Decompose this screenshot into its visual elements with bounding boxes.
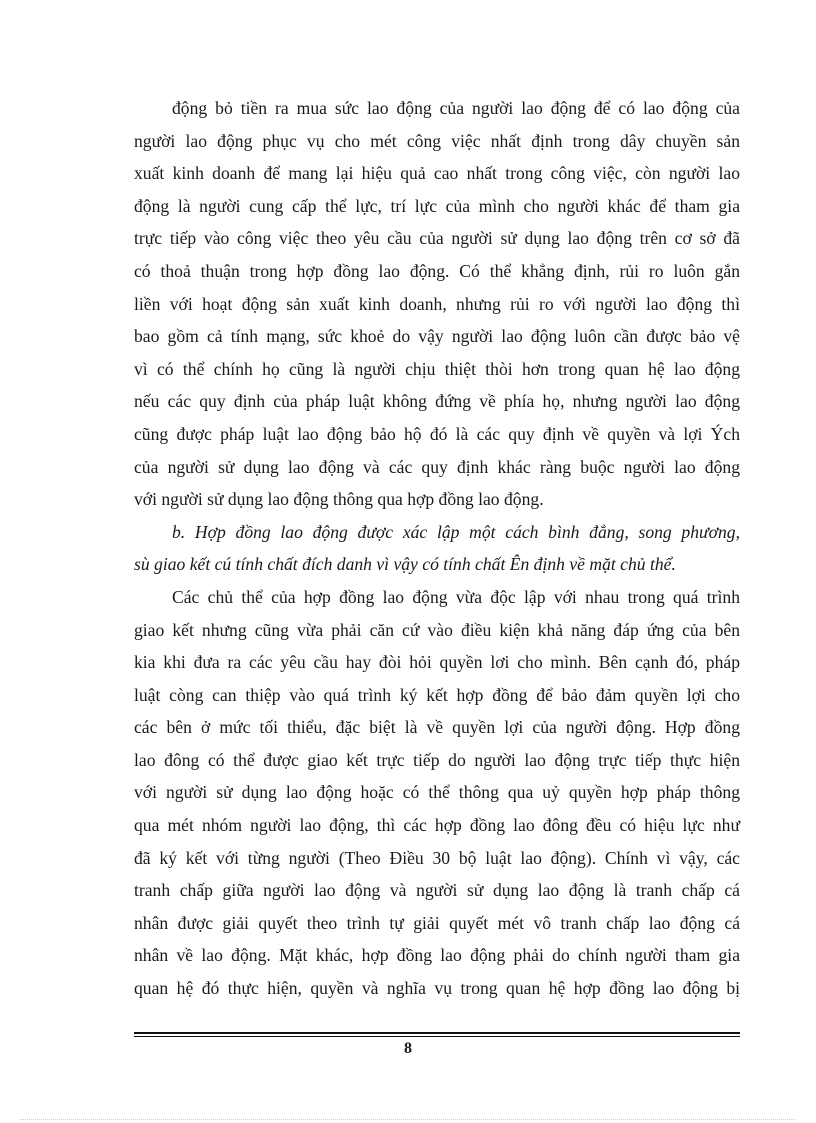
section-heading-line: sù giao kết cú tính chất đích danh vì vậy có tính chất Ên định về mặt chủ thể. — [134, 554, 676, 575]
text-line: quan hệ đó thực hiện, quyền và nghĩa vụ trong quan hệ hợp đồng lao động bị — [134, 978, 740, 999]
text-line: với người sử dụng lao động thông qua hợp đồng lao động. — [134, 489, 544, 510]
text-line: nhân về lao động. Mặt khác, hợp đồng lao động phải do chính người tham gia — [134, 945, 740, 966]
text-line: qua mét nhóm người lao động, thì các hợp đồng lao đông đều có hiệu lực như — [134, 815, 740, 836]
text-line: trực tiếp vào công việc theo yêu cầu của người sử dụng lao động trên cơ sở đã — [134, 228, 740, 249]
text-line: có thoả thuận trong hợp đồng lao động. Có thể khẳng định, rủi ro luôn gắn — [134, 260, 740, 281]
text-line: liền với hoạt động sản xuất kinh doanh, nhưng rủi ro với người lao động thì — [134, 293, 740, 314]
text-line: với người sử dụng lao động hoặc có thể thông qua uỷ quyền hợp pháp thông — [134, 782, 740, 803]
text-line: của người sử dụng lao động và các quy định khác ràng buộc người lao động — [134, 456, 740, 477]
section-heading-line: b. Hợp đồng lao động được xác lập một cách bình đẳng, song phương, — [172, 521, 740, 542]
text-line: động bỏ tiền ra mua sức lao động của người lao động để có lao động của — [172, 98, 740, 118]
text-line: lao đông có thể được giao kết trực tiếp do người lao động trực tiếp thực hiện — [134, 749, 740, 770]
text-line: bao gồm cả tính mạng, sức khoẻ do vậy người lao động luôn cần được bảo vệ — [134, 326, 740, 347]
text-line: giao kết nhưng cũng vừa phải căn cứ vào điều kiện khả năng đáp ứng của bên — [134, 619, 740, 640]
text-line: luật còng can thiệp vào quá trình ký kết hợp đồng để bảo đảm quyền lợi cho — [134, 684, 740, 705]
footer-divider — [134, 1032, 740, 1038]
text-line: các bên ở mức tối thiểu, đặc biệt là về quyền lợi của người động. Hợp đồng — [134, 717, 740, 738]
footer-divider-thin — [134, 1036, 740, 1037]
text-line: tranh chấp giữa người lao động và người sử dụng lao động là tranh chấp cá — [134, 880, 740, 901]
body-text — [134, 92, 740, 1005]
text-line: đã ký kết với từng người (Theo Điều 30 bộ luật lao động). Chính vì vậy, các — [134, 847, 740, 868]
text-line: xuất kinh doanh để mang lại hiệu quả cao nhất trong công việc, còn người lao — [134, 163, 740, 184]
text-line: động là người cung cấp thể lực, trí lực của mình cho người khác để tham gia — [134, 195, 740, 216]
text-line: cũng được pháp luật lao động bảo hộ đó là các quy định về quyền và lợi Ých — [134, 423, 740, 444]
text-line: vì có thể chính họ cũng là người chịu thiệt thòi hơn trong quan hệ lao động — [134, 358, 740, 379]
text-line: nếu các quy định của pháp luật không đứng về phía họ, nhưng người lao động — [134, 391, 740, 412]
text-line: người lao động phục vụ cho mét công việc nhất định trong dây chuyền sản — [134, 130, 740, 151]
page-number: 8 — [404, 1040, 412, 1057]
page-edge-dotted-line — [20, 1119, 796, 1120]
footer-divider-thick — [134, 1032, 740, 1034]
text-line: Các chủ thể của hợp đồng lao động vừa độc lập với nhau trong quá trình — [172, 586, 740, 607]
text-line: kia khi đưa ra các yêu cầu hay đòi hỏi quyền lơi cho mình. Bên cạnh đó, pháp — [134, 652, 740, 673]
text-line: nhân được giải quyết theo trình tự giải quyết mét vô tranh chấp lao động cá — [134, 912, 740, 933]
